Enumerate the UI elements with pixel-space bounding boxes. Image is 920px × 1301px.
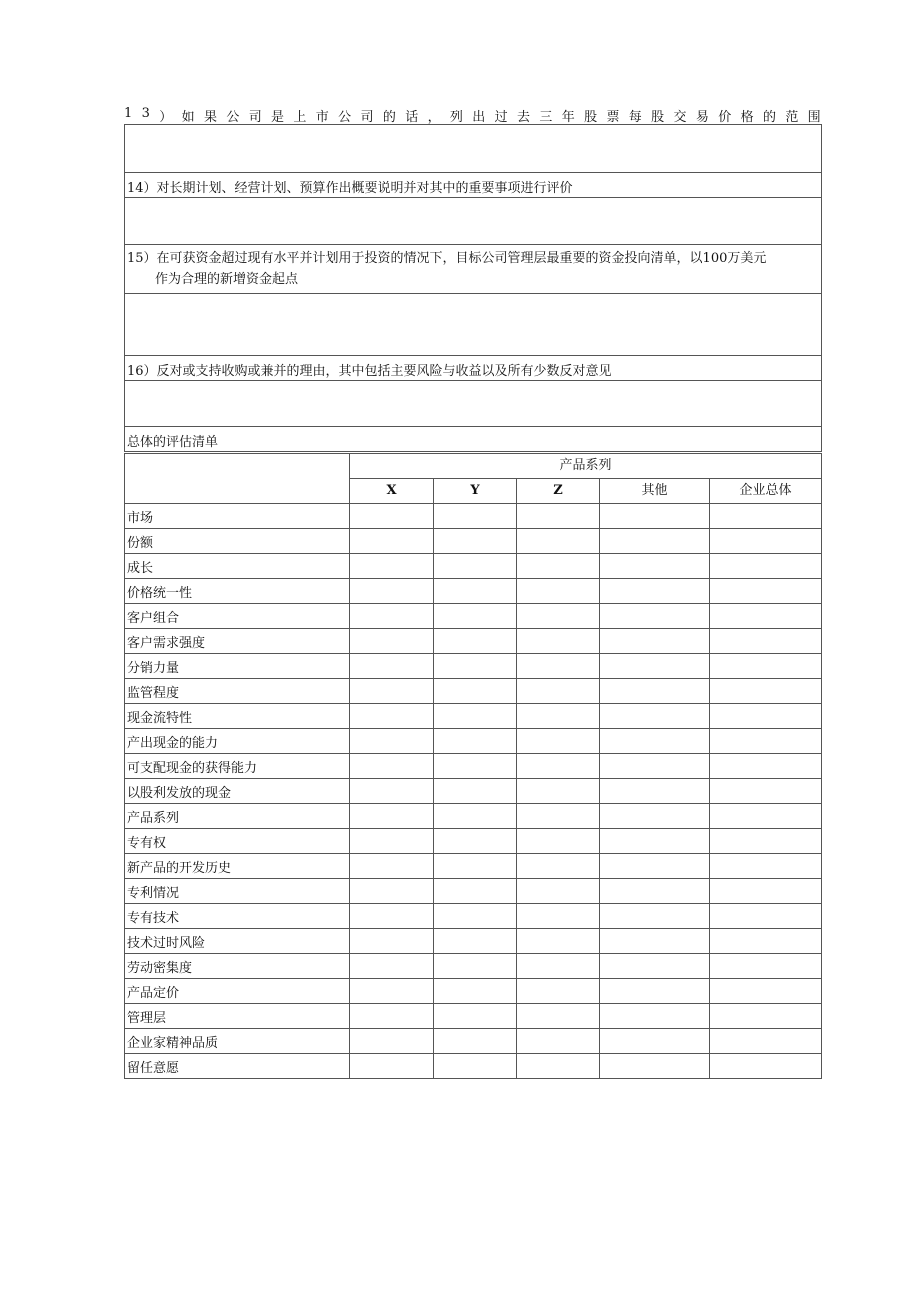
- evaluation-cell[interactable]: [434, 554, 517, 579]
- evaluation-cell[interactable]: [350, 604, 434, 629]
- evaluation-cell[interactable]: [434, 529, 517, 554]
- evaluation-cell[interactable]: [600, 979, 710, 1004]
- evaluation-cell[interactable]: [600, 754, 710, 779]
- question-13-char: 的: [762, 110, 776, 125]
- evaluation-cell[interactable]: [434, 1029, 517, 1054]
- evaluation-cell[interactable]: [710, 529, 822, 554]
- row-label: 成长: [125, 554, 350, 579]
- evaluation-cell[interactable]: [434, 929, 517, 954]
- evaluation-cell[interactable]: [350, 729, 434, 754]
- table-row: [125, 729, 822, 754]
- table-row: [125, 754, 822, 779]
- question-13-char: 果: [203, 110, 217, 125]
- evaluation-cell[interactable]: [517, 804, 600, 829]
- evaluation-cell[interactable]: [600, 804, 710, 829]
- evaluation-cell[interactable]: [710, 879, 822, 904]
- row-label: 专有权: [125, 829, 350, 854]
- evaluation-cell[interactable]: [600, 554, 710, 579]
- evaluation-cell[interactable]: [517, 629, 600, 654]
- row-label: 价格统一性: [125, 579, 350, 604]
- evaluation-cell[interactable]: [710, 1004, 822, 1029]
- question-13-char: 年: [561, 110, 575, 125]
- evaluation-cell[interactable]: [350, 779, 434, 804]
- question-15-line1: 15）在可获资金超过现有水平并计划用于投资的情况下，目标公司管理层最重要的资金投向清单，以100万美元: [127, 251, 767, 266]
- evaluation-cell[interactable]: [434, 904, 517, 929]
- question-13-char: 围: [807, 110, 821, 125]
- table-row: [125, 704, 822, 729]
- question-13-char: 票: [606, 110, 620, 125]
- question-13-char: 上: [293, 110, 307, 125]
- evaluation-cell[interactable]: [350, 704, 434, 729]
- table-row: [125, 954, 822, 979]
- evaluation-cell[interactable]: [434, 804, 517, 829]
- evaluation-cell[interactable]: [350, 929, 434, 954]
- evaluation-cell[interactable]: [600, 1029, 710, 1054]
- evaluation-cell[interactable]: [434, 1054, 517, 1079]
- table-row: [125, 929, 822, 954]
- evaluation-cell[interactable]: [434, 579, 517, 604]
- table-row: [125, 779, 822, 804]
- evaluation-cell[interactable]: [710, 679, 822, 704]
- evaluation-cell[interactable]: [517, 554, 600, 579]
- evaluation-cell[interactable]: [710, 604, 822, 629]
- evaluation-cell[interactable]: [517, 779, 600, 804]
- column-header: 其他: [600, 479, 710, 504]
- evaluation-cell[interactable]: [600, 529, 710, 554]
- question-13-char: 列: [449, 110, 463, 125]
- evaluation-cell[interactable]: [434, 604, 517, 629]
- question-13-char: 司: [360, 110, 374, 125]
- question-13-char: 过: [494, 110, 508, 125]
- evaluation-cell[interactable]: [517, 729, 600, 754]
- evaluation-cell[interactable]: [350, 654, 434, 679]
- evaluation-cell[interactable]: [600, 779, 710, 804]
- question-13-char: 股: [584, 110, 598, 125]
- evaluation-cell[interactable]: [434, 879, 517, 904]
- question-13-char: 出: [472, 110, 486, 125]
- evaluation-cell[interactable]: [517, 954, 600, 979]
- evaluation-cell[interactable]: [517, 679, 600, 704]
- evaluation-cell[interactable]: [600, 1054, 710, 1079]
- evaluation-cell[interactable]: [600, 654, 710, 679]
- evaluation-cell[interactable]: [710, 779, 822, 804]
- question-13-char: 1: [124, 106, 133, 121]
- question-13: [124, 106, 821, 125]
- question-13-char: 市: [315, 110, 329, 125]
- evaluation-cell[interactable]: [600, 579, 710, 604]
- question-13-char: 每: [628, 110, 642, 125]
- evaluation-cell[interactable]: [710, 654, 822, 679]
- table-row: [125, 554, 822, 579]
- table-row: [125, 529, 822, 554]
- evaluation-cell[interactable]: [600, 929, 710, 954]
- table-row: [125, 804, 822, 829]
- summary-title: 总体的评估清单: [125, 427, 822, 452]
- evaluation-cell[interactable]: [517, 829, 600, 854]
- evaluation-cell[interactable]: [350, 629, 434, 654]
- evaluation-cell[interactable]: [600, 854, 710, 879]
- evaluation-cell[interactable]: [517, 929, 600, 954]
- table-row: [125, 604, 822, 629]
- evaluation-cell[interactable]: [434, 754, 517, 779]
- question-13-char: 交: [673, 110, 687, 125]
- evaluation-cell[interactable]: [434, 504, 517, 529]
- evaluation-cell[interactable]: [434, 954, 517, 979]
- evaluation-cell[interactable]: [710, 729, 822, 754]
- table-row: [125, 1029, 822, 1054]
- evaluation-cell[interactable]: [350, 554, 434, 579]
- row-label: 客户需求强度: [125, 629, 350, 654]
- evaluation-cell[interactable]: [517, 504, 600, 529]
- question-13-char: 话: [405, 110, 419, 125]
- product-line-header: 产品系列: [350, 454, 822, 479]
- evaluation-cell[interactable]: [710, 629, 822, 654]
- table-row: [125, 879, 822, 904]
- evaluation-cell[interactable]: [600, 904, 710, 929]
- question-13-char: ）: [159, 110, 173, 125]
- question-13-char: 三: [539, 110, 553, 125]
- evaluation-cell[interactable]: [600, 679, 710, 704]
- evaluation-cell[interactable]: [710, 704, 822, 729]
- row-label: 产品定价: [125, 979, 350, 1004]
- evaluation-cell[interactable]: [600, 879, 710, 904]
- question-13-char: 如: [181, 110, 195, 125]
- evaluation-cell[interactable]: [710, 829, 822, 854]
- question-13-char: 去: [517, 110, 531, 125]
- evaluation-cell[interactable]: [434, 654, 517, 679]
- evaluation-cell[interactable]: [434, 729, 517, 754]
- row-label: 现金流特性: [125, 704, 350, 729]
- evaluation-cell[interactable]: [600, 604, 710, 629]
- evaluation-cell[interactable]: [434, 1004, 517, 1029]
- evaluation-cell[interactable]: [517, 1054, 600, 1079]
- question-13-char: 易: [695, 110, 709, 125]
- question-13-char: 3: [141, 106, 150, 121]
- table-row: [125, 679, 822, 704]
- evaluation-cell[interactable]: [350, 904, 434, 929]
- evaluation-cell[interactable]: [710, 1029, 822, 1054]
- answer-15[interactable]: [125, 294, 822, 356]
- evaluation-cell[interactable]: [517, 1004, 600, 1029]
- evaluation-cell[interactable]: [517, 579, 600, 604]
- evaluation-cell[interactable]: [710, 804, 822, 829]
- evaluation-cell[interactable]: [600, 829, 710, 854]
- row-label: 以股利发放的现金: [125, 779, 350, 804]
- evaluation-cell[interactable]: [710, 979, 822, 1004]
- column-header: Y: [434, 479, 517, 504]
- table-row: [125, 904, 822, 929]
- evaluation-cell[interactable]: [600, 954, 710, 979]
- evaluation-cell[interactable]: [350, 979, 434, 1004]
- evaluation-cell[interactable]: [350, 1004, 434, 1029]
- row-label: 市场: [125, 504, 350, 529]
- question-13-char: 价: [718, 110, 732, 125]
- question-13-char: 是: [271, 110, 285, 125]
- evaluation-cell[interactable]: [710, 954, 822, 979]
- evaluation-cell[interactable]: [350, 1054, 434, 1079]
- evaluation-cell[interactable]: [600, 629, 710, 654]
- evaluation-cell[interactable]: [350, 829, 434, 854]
- answer-13[interactable]: [125, 125, 822, 173]
- evaluation-cell[interactable]: [517, 604, 600, 629]
- row-label: 管理层: [125, 1004, 350, 1029]
- evaluation-cell[interactable]: [350, 854, 434, 879]
- question-13-char: 股: [651, 110, 665, 125]
- evaluation-cell[interactable]: [517, 854, 600, 879]
- table-row: [125, 504, 822, 529]
- question-15-line2: 作为合理的新增资金起点: [155, 272, 299, 287]
- evaluation-cell[interactable]: [350, 954, 434, 979]
- question-13-char: 公: [338, 110, 352, 125]
- table-row: [125, 579, 822, 604]
- table-row: [125, 629, 822, 654]
- evaluation-cell[interactable]: [710, 754, 822, 779]
- evaluation-cell[interactable]: [710, 904, 822, 929]
- answer-16[interactable]: [125, 381, 822, 427]
- row-label: 专有技术: [125, 904, 350, 929]
- row-label: 劳动密集度: [125, 954, 350, 979]
- evaluation-cell[interactable]: [600, 704, 710, 729]
- evaluation-cell[interactable]: [517, 979, 600, 1004]
- evaluation-cell[interactable]: [517, 529, 600, 554]
- evaluation-cell[interactable]: [600, 1004, 710, 1029]
- row-label: 产出现金的能力: [125, 729, 350, 754]
- evaluation-cell[interactable]: [517, 879, 600, 904]
- evaluation-cell[interactable]: [710, 579, 822, 604]
- column-header: Z: [517, 479, 600, 504]
- evaluation-cell[interactable]: [350, 679, 434, 704]
- evaluation-cell[interactable]: [710, 504, 822, 529]
- row-label: 监管程度: [125, 679, 350, 704]
- row-label: 分销力量: [125, 654, 350, 679]
- question-table: [124, 124, 822, 452]
- question-13-char: 格: [740, 110, 754, 125]
- evaluation-cell[interactable]: [434, 629, 517, 654]
- table-row: [125, 654, 822, 679]
- row-label: 专利情况: [125, 879, 350, 904]
- question-13-char: 的: [382, 110, 396, 125]
- column-header: 企业总体: [710, 479, 822, 504]
- evaluation-cell[interactable]: [350, 879, 434, 904]
- column-header: X: [350, 479, 434, 504]
- evaluation-cell[interactable]: [434, 779, 517, 804]
- row-label: 客户组合: [125, 604, 350, 629]
- row-label: 产品系列: [125, 804, 350, 829]
- evaluation-cell[interactable]: [600, 504, 710, 529]
- evaluation-cell[interactable]: [434, 854, 517, 879]
- question-16: 16）反对或支持收购或兼并的理由，其中包括主要风险与收益以及所有少数反对意见: [125, 356, 822, 381]
- row-label: 技术过时风险: [125, 929, 350, 954]
- table-row: [125, 979, 822, 1004]
- evaluation-cell[interactable]: [434, 979, 517, 1004]
- evaluation-cell[interactable]: [517, 1029, 600, 1054]
- evaluation-cell[interactable]: [710, 854, 822, 879]
- table-row: [125, 1004, 822, 1029]
- row-label: 留任意愿: [125, 1054, 350, 1079]
- evaluation-cell[interactable]: [600, 729, 710, 754]
- evaluation-cell[interactable]: [517, 654, 600, 679]
- question-13-char: ，: [427, 110, 441, 125]
- question-13-char: 范: [785, 110, 799, 125]
- evaluation-cell[interactable]: [517, 704, 600, 729]
- question-14: 14）对长期计划、经营计划、预算作出概要说明并对其中的重要事项进行评价: [125, 173, 822, 198]
- evaluation-cell[interactable]: [350, 579, 434, 604]
- question-13-char: 司: [248, 110, 262, 125]
- evaluation-cell[interactable]: [710, 554, 822, 579]
- question-15: [125, 245, 822, 294]
- evaluation-cell[interactable]: [517, 904, 600, 929]
- answer-14[interactable]: [125, 198, 822, 245]
- table-row: [125, 829, 822, 854]
- evaluation-cell[interactable]: [350, 754, 434, 779]
- evaluation-cell[interactable]: [434, 679, 517, 704]
- evaluation-cell[interactable]: [517, 754, 600, 779]
- row-label: 企业家精神品质: [125, 1029, 350, 1054]
- question-13-char: 公: [226, 110, 240, 125]
- evaluation-cell[interactable]: [710, 1054, 822, 1079]
- row-label: 份额: [125, 529, 350, 554]
- table-row: [125, 854, 822, 879]
- evaluation-cell[interactable]: [350, 504, 434, 529]
- row-label: 新产品的开发历史: [125, 854, 350, 879]
- evaluation-cell[interactable]: [434, 829, 517, 854]
- evaluation-cell[interactable]: [350, 1029, 434, 1054]
- table-row: [125, 1054, 822, 1079]
- evaluation-cell[interactable]: [350, 804, 434, 829]
- evaluation-cell[interactable]: [350, 529, 434, 554]
- evaluation-cell[interactable]: [434, 704, 517, 729]
- evaluation-cell[interactable]: [710, 929, 822, 954]
- row-label: 可支配现金的获得能力: [125, 754, 350, 779]
- evaluation-table: [124, 453, 822, 1079]
- row-label-header: [125, 454, 350, 504]
